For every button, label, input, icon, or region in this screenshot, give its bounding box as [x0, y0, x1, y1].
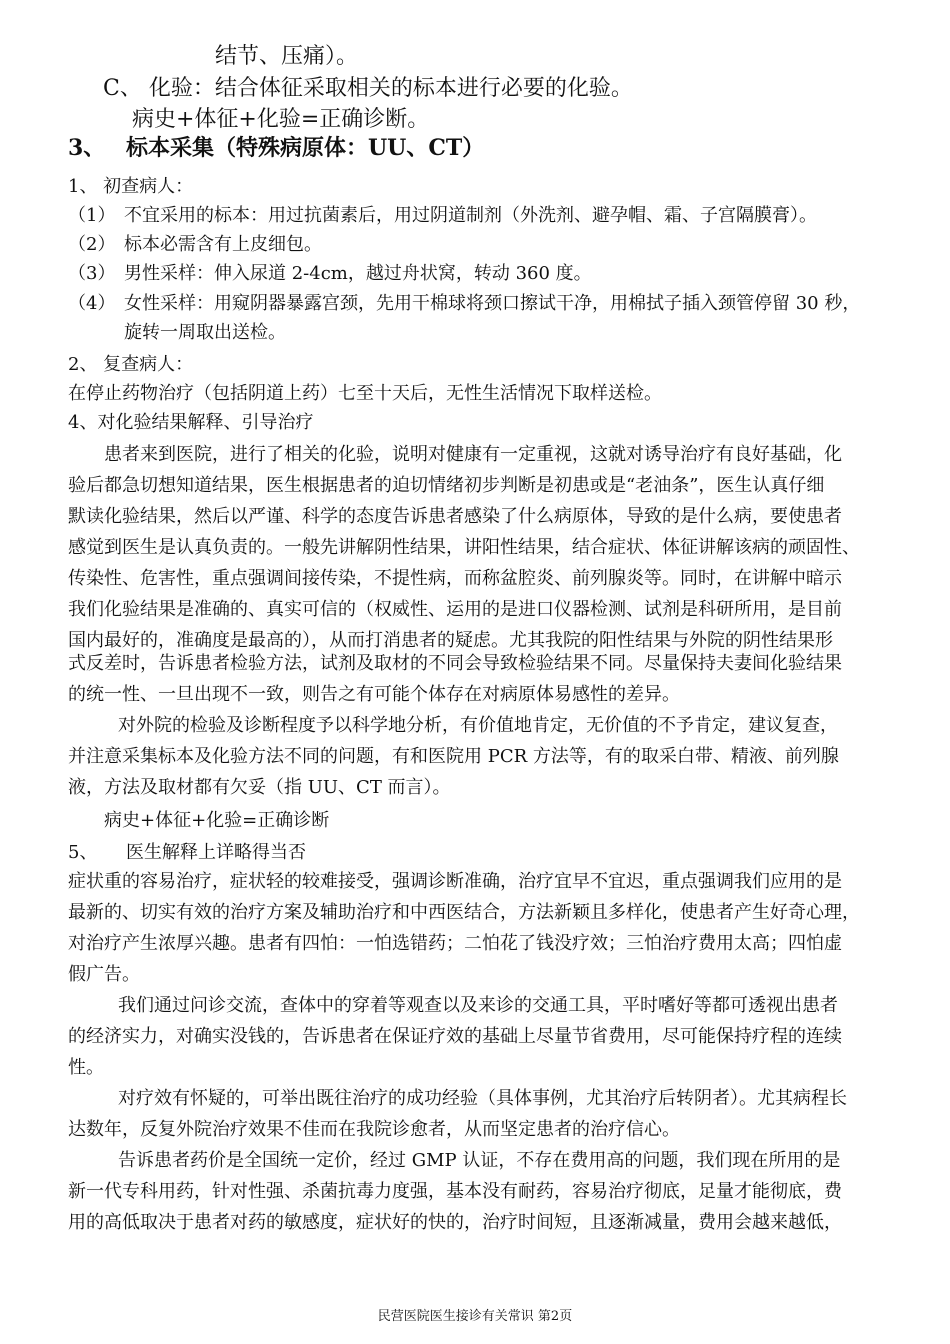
- s4-p1-line: 验后都急切想知道结果，医生根据患者的迫切情绪初步判断是初患或是“老油条”，医生认真仔细: [68, 475, 825, 496]
- s5-p4-line: 新一代专科用药，针对性强、杀菌抗毒力度强，基本没有耐药，容易治疗彻底，足量才能彻底，费: [68, 1181, 842, 1202]
- s5-p1-line: 对治疗产生浓厚兴趣。患者有四怕：一怕选错药；二怕花了钱没疗效；三怕治疗费用太高；四怕虚: [68, 933, 842, 954]
- s4-p1-line: 感觉到医生是认真负责的。一般先讲解阴性结果，讲阳性结果，结合症状、体征讲解该病的顽固性、: [68, 537, 860, 558]
- s5-p3-line: 对疗效有怀疑的，可举出既往治疗的成功经验（具体事例，尤其治疗后转阴者）。尤其病程长: [118, 1088, 847, 1109]
- s5-p1-line: 假广告。: [68, 964, 140, 985]
- item-3-text: 男性采样：伸入尿道 2-4cm，越过舟状窝，转动 360 度。: [124, 263, 592, 284]
- s4-p1-line: 患者来到医院，进行了相关的化验，说明对健康有一定重视，这就对诱导治疗有良好基础，化: [104, 444, 842, 465]
- s4-p1-line: 国内最好的，准确度是最高的），从而打消患者的疑虑。尤其我院的阳性结果与外院的阴性结果形: [68, 630, 833, 651]
- section-5-number: 5、: [68, 842, 98, 863]
- item-1-text: 不宜采用的标本：用过抗菌素后，用过阴道制剂（外洗剂、避孕帽、霜、子宫隔膜膏）。: [124, 205, 817, 226]
- s4-p1-line: 传染性、危害性，重点强调间接传染，不提性病，而称盆腔炎、前列腺炎等。同时，在讲解中暗示: [68, 568, 842, 589]
- s5-p1-line: 症状重的容易治疗，症状轻的较难接受，强调诊断准确，治疗宜早不宜迟，重点强调我们应用的是: [68, 871, 842, 892]
- s4-p1-line: 式反差时，告诉患者检验方法，试剂及取材的不同会导致检验结果不同。尽量保持夫妻间化验结果: [68, 653, 842, 674]
- s4-p2-line: 液，方法及取材都有欠妥（指 UU、CT 而言）。: [68, 777, 451, 798]
- item-3-number: （3）: [68, 263, 116, 284]
- revisit-text: 在停止药物治疗（包括阴道上药）七至十天后，无性生活情况下取样送检。: [68, 383, 662, 404]
- revisit-heading: 2、 复查病人：: [68, 354, 194, 375]
- item-4-text: 女性采样：用窥阴器暴露宫颈，先用干棉球将颈口擦试干净，用棉拭子插入颈管停留 30 秒，: [124, 293, 861, 314]
- section-5-title: 医生解释上详略得当否: [126, 842, 306, 863]
- section-3-number: 3、: [68, 135, 106, 161]
- s5-p2-line: 性。: [68, 1057, 104, 1078]
- s4-p1-line: 我们化验结果是准确的、真实可信的（权威性、运用的是进口仪器检测、试剂是科研所用，是目前: [68, 599, 842, 620]
- item-4-number: （4）: [68, 293, 116, 314]
- item-4-text-continued: 旋转一周取出送检。: [124, 322, 286, 343]
- section-4-title: 4、对化验结果解释、引导治疗: [68, 412, 314, 433]
- top-line-1: 结节、压痛）。: [215, 44, 359, 69]
- s5-p2-line: 的经济实力，对确实没钱的，告诉患者在保证疗效的基础上尽量节省费用，尽可能保持疗程的连续: [68, 1026, 842, 1047]
- s4-p1-line: 默读化验结果，然后以严谨、科学的态度告诉患者感染了什么病原体，导致的是什么病，要使患者: [68, 506, 842, 527]
- item-2-number: （2）: [68, 234, 116, 255]
- item-1-number: （1）: [68, 205, 116, 226]
- top-line-3: 病史+体征+化验=正确诊断。: [132, 107, 430, 132]
- s5-p4-line: 告诉患者药价是全国统一定价，经过 GMP 认证，不存在费用高的问题，我们现在所用的是: [118, 1150, 841, 1171]
- item-2-text: 标本必需含有上皮细包。: [124, 234, 322, 255]
- top-line-2: C、 化验：结合体征采取相关的标本进行必要的化验。: [103, 76, 633, 101]
- first-visit-heading: 1、 初查病人：: [68, 176, 194, 197]
- s4-p2-line: 并注意采集标本及化验方法不同的问题，有和医院用 PCR 方法等，有的取采白带、精液、前列腺: [68, 746, 839, 767]
- s5-p1-line: 最新的、切实有效的治疗方案及辅助治疗和中西医结合，方法新颖且多样化，使患者产生好奇心理，: [68, 902, 860, 923]
- page-footer: 民营医院医生接诊有关常识 第2页: [377, 1309, 573, 1324]
- diagnosis-formula: 病史+体征+化验=正确诊断: [104, 810, 330, 831]
- s4-p2-line: 对外院的检验及诊断程度予以科学地分析，有价值地肯定，无价值的不予肯定，建议复查，: [118, 715, 838, 736]
- s4-p1-line: 的统一性、一旦出现不一致，则告之有可能个体存在对病原体易感性的差异。: [68, 684, 680, 705]
- s5-p4-line: 用的高低取决于患者对药的敏感度，症状好的快的，治疗时间短，且逐渐减量，费用会越来越低，: [68, 1212, 842, 1233]
- s5-p2-line: 我们通过问诊交流，查体中的穿着等观查以及来诊的交通工具，平时嗜好等都可透视出患者: [118, 995, 838, 1016]
- s5-p3-line: 达数年，反复外院治疗效果不佳而在我院诊愈者，从而坚定患者的治疗信心。: [68, 1119, 680, 1140]
- section-3-title: 标本采集（特殊病原体：UU、CT）: [126, 135, 485, 161]
